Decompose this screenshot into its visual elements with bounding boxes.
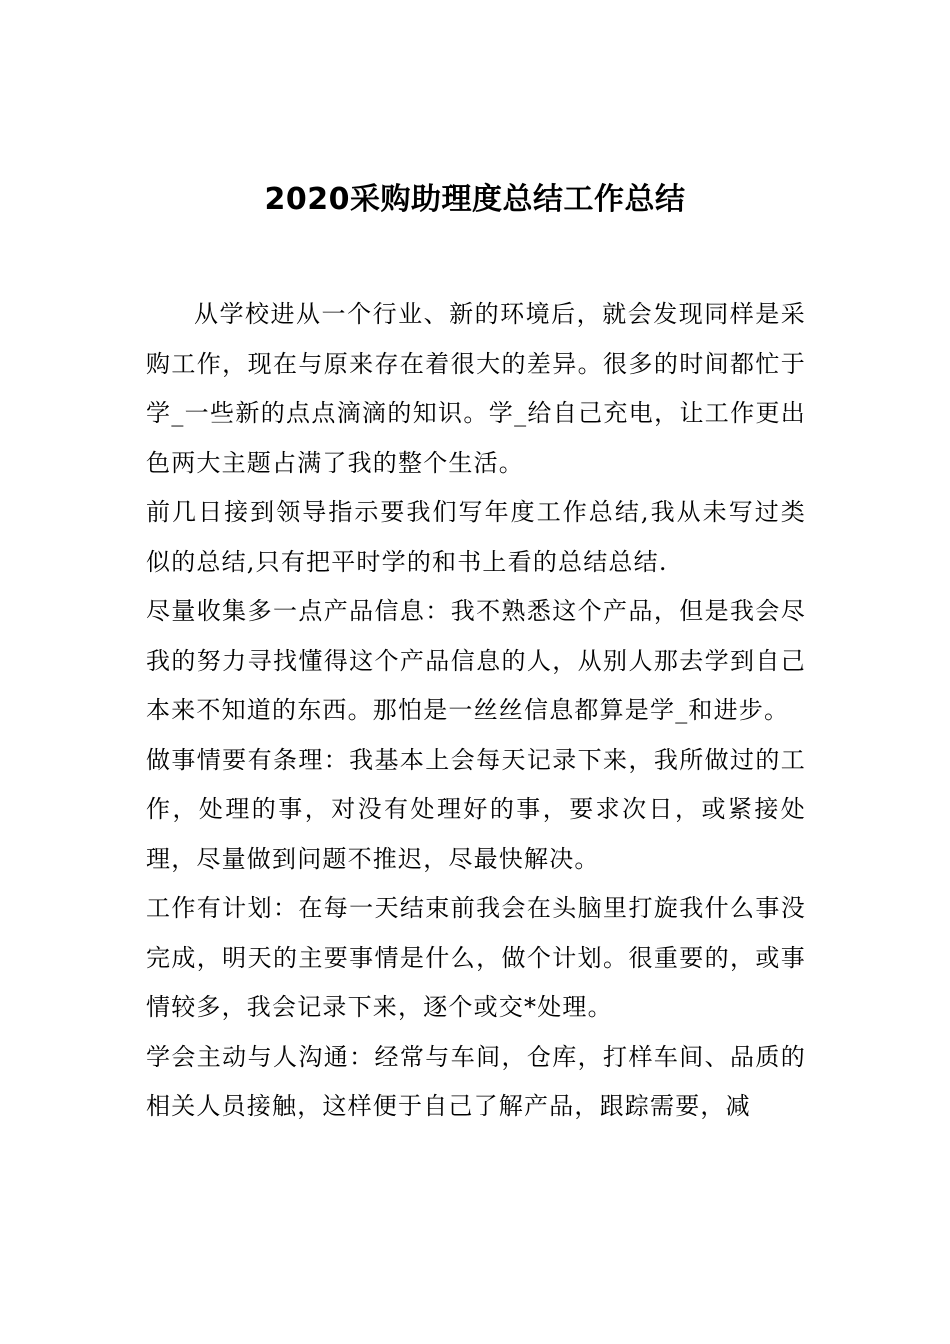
paragraph-product-info: 尽量收集多一点产品信息：我不熟悉这个产品，但是我会尽我的努力寻找懂得这个产品信息的人，从别人那去学到自己本来不知道的东西。那怕是一丝丝信息都算是学_和进步。 bbox=[146, 597, 806, 724]
document-title: 2020采购助理度总结工作总结 bbox=[264, 182, 686, 218]
paragraph-organized-work: 做事情要有条理：我基本上会每天记录下来，我所做过的工作，处理的事，对没有处理好的事，要求次日，或紧接处理，尽量做到问题不推迟，尽最快解决。 bbox=[146, 745, 806, 873]
paragraph-intro: 从学校进从一个行业、新的环境后，就会发现同样是采购工作，现在与原来存在着很大的差异。很多的时间都忙于学_一些新的点点滴滴的知识。学_给自己充电，让工作更出色两大主题占满了我的整个生活。 bbox=[146, 300, 806, 477]
document-body bbox=[146, 290, 806, 1132]
paragraph-work-plan: 工作有计划：在每一天结束前我会在头脑里打旋我什么事没完成，明天的主要事情是什么，做个计划。很重要的，或事情较多，我会记录下来，逐个或交*处理。 bbox=[146, 894, 806, 1021]
paragraph-communication: 学会主动与人沟通：经常与车间，仓库，打样车间、品质的相关人员接触，这样便于自己了解产品，跟踪需要，减 bbox=[146, 1042, 806, 1120]
paragraph-summary-request: 前几日接到领导指示要我们写年度工作总结,我从未写过类似的总结,只有把平时学的和书上看的总结总结. bbox=[146, 498, 806, 576]
